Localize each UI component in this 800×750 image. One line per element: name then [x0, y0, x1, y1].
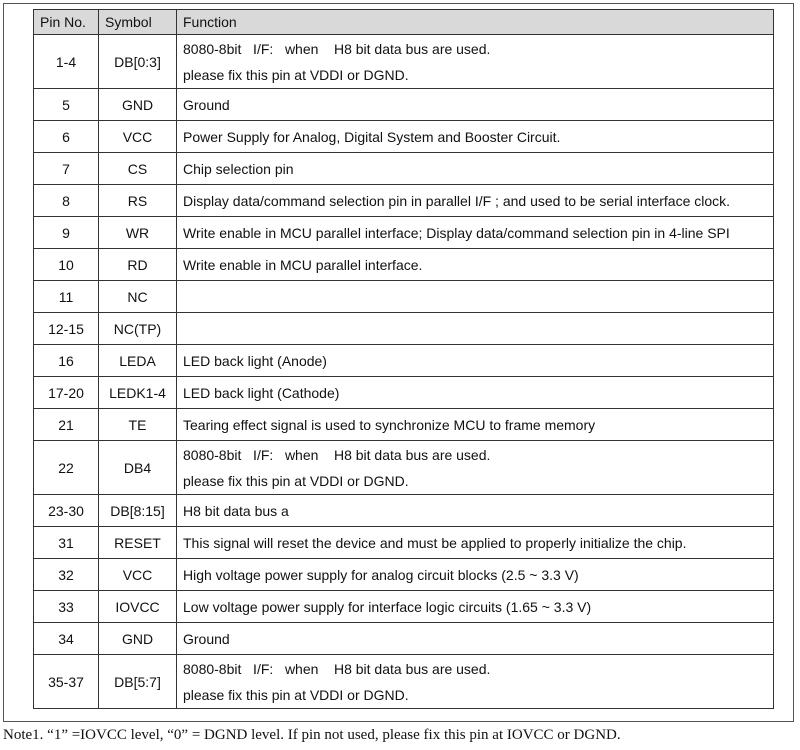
table-row [34, 527, 774, 559]
table-row [34, 623, 774, 655]
table-row [34, 89, 774, 121]
symbol-cell: LEDA [99, 345, 177, 377]
table-row [34, 559, 774, 591]
function-text: Write enable in MCU parallel interface. [183, 256, 423, 273]
table-row [34, 655, 774, 709]
function-text: Ground [183, 630, 230, 647]
table-row [34, 313, 774, 345]
pin-number-cell: 6 [34, 121, 99, 153]
symbol-cell: DB[5:7] [99, 655, 177, 709]
pin-number-cell: 1-4 [34, 35, 99, 89]
function-cell [177, 377, 774, 409]
pin-number-cell: 35-37 [34, 655, 99, 709]
symbol-cell: IOVCC [99, 591, 177, 623]
function-text: H8 bit data bus a [183, 502, 289, 519]
symbol-cell: GND [99, 89, 177, 121]
symbol-cell: VCC [99, 559, 177, 591]
table-row [34, 591, 774, 623]
symbol-cell: NC [99, 281, 177, 313]
symbol-cell: DB4 [99, 441, 177, 495]
pin-number-cell: 10 [34, 249, 99, 281]
symbol-cell: NC(TP) [99, 313, 177, 345]
pin-number-cell: 16 [34, 345, 99, 377]
function-cell [177, 495, 774, 527]
symbol-cell: RD [99, 249, 177, 281]
function-cell [177, 121, 774, 153]
table-row [34, 409, 774, 441]
function-text: This signal will reset the device and must be applied to properly initialize the chip. [183, 534, 687, 551]
function-cell [177, 313, 774, 345]
pin-number-cell: 8 [34, 185, 99, 217]
function-cell [177, 281, 774, 313]
header-symbol: Symbol [99, 10, 177, 35]
table-row [34, 35, 774, 89]
symbol-cell: LEDK1-4 [99, 377, 177, 409]
symbol-cell: GND [99, 623, 177, 655]
function-text: LED back light (Anode) [183, 352, 327, 369]
pin-number-cell: 33 [34, 591, 99, 623]
function-text: Write enable in MCU parallel interface; Display data/command selection pin in 4-line SPI [183, 224, 730, 241]
function-cell [177, 655, 774, 709]
symbol-cell: DB[8:15] [99, 495, 177, 527]
pin-number-cell: 32 [34, 559, 99, 591]
function-text: Low voltage power supply for interface logic circuits (1.65 ~ 3.3 V) [183, 598, 592, 615]
symbol-cell: RS [99, 185, 177, 217]
function-text: Tearing effect signal is used to synchronize MCU to frame memory [183, 416, 596, 433]
header-pin-no: Pin No. [34, 10, 99, 35]
table-row [34, 377, 774, 409]
function-text: LED back light (Cathode) [183, 384, 340, 401]
symbol-cell: CS [99, 153, 177, 185]
pin-number-cell: 9 [34, 217, 99, 249]
table-row [34, 121, 774, 153]
pin-number-cell: 34 [34, 623, 99, 655]
symbol-cell: DB[0:3] [99, 35, 177, 89]
function-text: Ground [183, 96, 230, 113]
symbol-cell: WR [99, 217, 177, 249]
function-cell [177, 185, 774, 217]
function-cell [177, 249, 774, 281]
table-row [34, 281, 774, 313]
pin-number-cell: 12-15 [34, 313, 99, 345]
function-cell [177, 153, 774, 185]
symbol-cell: VCC [99, 121, 177, 153]
table-row [34, 345, 774, 377]
pin-number-cell: 7 [34, 153, 99, 185]
function-text: 8080-8bit I/F: when H8 bit data bus are used. [183, 40, 491, 57]
function-text: please fix this pin at VDDI or DGND. [183, 472, 409, 489]
function-text: please fix this pin at VDDI or DGND. [183, 66, 409, 83]
function-cell [177, 591, 774, 623]
pin-number-cell: 11 [34, 281, 99, 313]
function-cell [177, 35, 774, 89]
function-cell [177, 441, 774, 495]
function-cell [177, 409, 774, 441]
table-row [34, 185, 774, 217]
function-cell [177, 89, 774, 121]
table-row [34, 153, 774, 185]
table-row [34, 217, 774, 249]
function-text: 8080-8bit I/F: when H8 bit data bus are used. [183, 446, 491, 463]
pin-table [33, 9, 774, 709]
function-text: Chip selection pin [183, 160, 294, 177]
pin-number-cell: 31 [34, 527, 99, 559]
symbol-cell: RESET [99, 527, 177, 559]
function-cell [177, 527, 774, 559]
pin-number-cell: 21 [34, 409, 99, 441]
pin-number-cell: 23-30 [34, 495, 99, 527]
function-text: 8080-8bit I/F: when H8 bit data bus are used. [183, 660, 491, 677]
pin-number-cell: 17-20 [34, 377, 99, 409]
footnote: Note1. “1” =IOVCC level, “0” = DGND level. If pin not used, please fix this pin at IOVCC or DGND. [3, 727, 621, 743]
function-cell [177, 217, 774, 249]
table-row [34, 249, 774, 281]
header-function: Function [177, 10, 774, 35]
table-row [34, 441, 774, 495]
function-cell [177, 559, 774, 591]
header-row [34, 10, 774, 35]
function-cell [177, 623, 774, 655]
table-row [34, 495, 774, 527]
function-text: please fix this pin at VDDI or DGND. [183, 686, 409, 703]
symbol-cell: TE [99, 409, 177, 441]
function-text: Power Supply for Analog, Digital System and Booster Circuit. [183, 128, 561, 145]
pin-table-body [34, 35, 774, 709]
function-text: Display data/command selection pin in parallel I/F ; and used to be serial interface clock. [183, 192, 731, 209]
function-text: High voltage power supply for analog circuit blocks (2.5 ~ 3.3 V) [183, 566, 579, 583]
pin-number-cell: 22 [34, 441, 99, 495]
function-cell [177, 345, 774, 377]
pin-number-cell: 5 [34, 89, 99, 121]
